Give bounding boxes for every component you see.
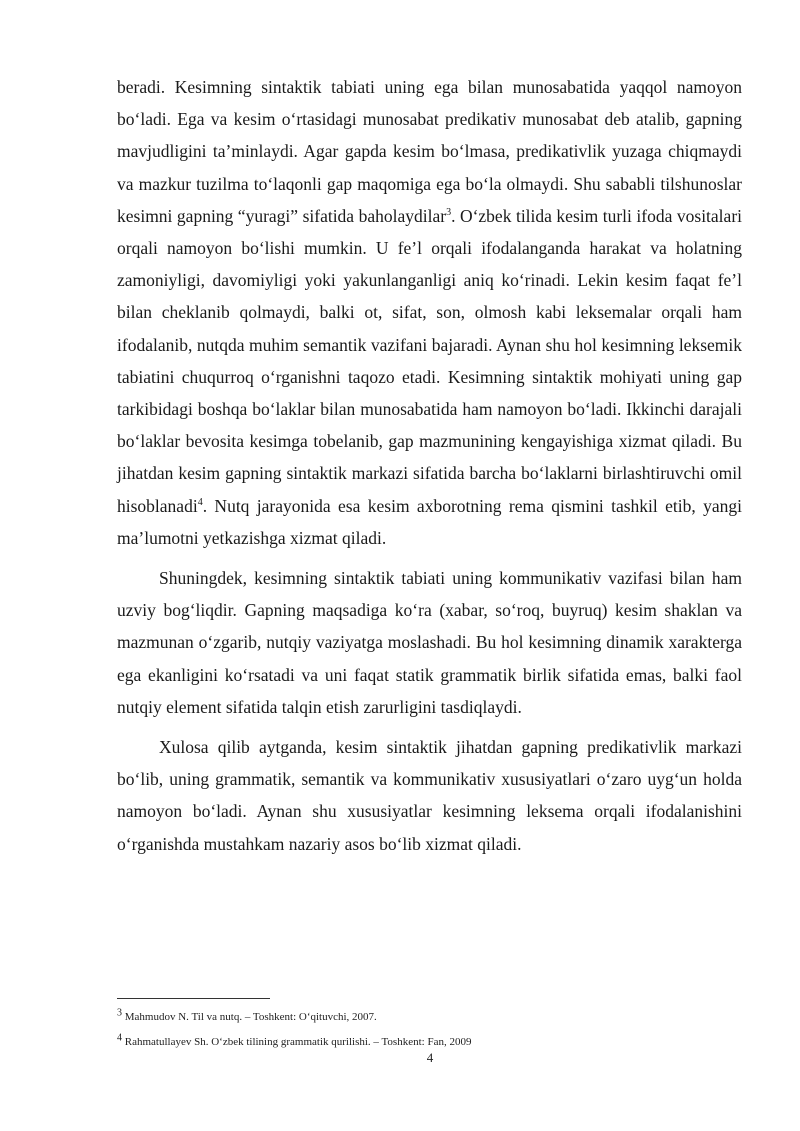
body-text	[117, 71, 742, 860]
footnote-text: Rahmatullayev Sh. O‘zbek tilining grammatik qurilishi. – Toshkent: Fan, 2009	[122, 1036, 472, 1048]
page-number: 4	[426, 1050, 434, 1065]
footnote-separator	[117, 998, 270, 999]
footnote-mark: 3	[117, 1007, 122, 1019]
footnote-3	[117, 1005, 742, 1030]
footnote-mark: 4	[117, 1032, 122, 1044]
paragraph-1: beradi. Kesimning sintaktik tabiati uning ega bilan munosabatida yaqqol namoyon bo‘ladi. Ega va kesim o‘rtasidagi munosabat predikativ munosabat deb atalib, gapning mavjudligini ta’minlaydi. Agar gapda kesim bo‘lmasa, predikativlik yuzaga chiqmaydi va mazkur tuzilma to‘laqonli gap maqomiga ega bo‘la olmaydi. Shu sababli tilshunoslar kesimni gapning “yuragi” sifatida baholaydilar$^3$. O‘zbek tilida kesim turli ifoda vositalari orqali namoyon bo‘lishi mumkin. U fe’l orqali ifodalanganda harakat va holatning zamoniyligi, davomiyligi yoki yakunlanganligi aniq ko‘rinadi. Lekin kesim faqat fe’l bilan cheklanib qolmaydi, balki ot, sifat, son, olmosh kabi leksemalar orqali ham ifodalanib, nutqda muhim semantik vazifani bajaradi. Aynan shu hol kesimning leksemik tabiatini chuqurroq o‘rganishni taqozo etadi. Kesimning sintaktik mohiyati uning gap tarkibidagi boshqa bo‘laklar bilan munosabatida ham namoyon bo‘ladi. Ikkinchi darajali bo‘laklar bevosita kesimga tobelanib, gap mazmunining kengayishiga xizmat qiladi. Bu jihatdan kesim gapning sintaktik markazi sifatida barcha bo‘laklarni birlashtiruvchi omil hisoblanadi$^4$. Nutq jarayonida esa kesim axborotning rema qismini tashkil etib, yangi ma’lumotni yetkazishga xizmat qiladi.	[117, 77, 743, 548]
footnote-ref-4[interactable]: 4	[197, 496, 203, 508]
footnotes	[117, 1005, 742, 1055]
paragraph-3: Xulosa qilib aytganda, kesim sintaktik jihatdan gapning predikativlik markazi bo‘lib, uning grammatik, semantik va kommunikativ xususiyatlari o‘zaro uyg‘un holda namoyon bo‘ladi. Aynan shu xususiyatlar kesimning leksema orqali ifodalanishini o‘rganishda mustahkam nazariy asos bo‘lib xizmat qiladi.	[117, 737, 742, 854]
paragraph-2: Shuningdek, kesimning sintaktik tabiati uning kommunikativ vazifasi bilan ham uzviy bog‘liqdir. Gapning maqsadiga ko‘ra (xabar, so‘roq, buyruq) kesim shaklan va mazmunan o‘zgarib, nutqiy vaziyatga moslashadi. Bu hol kesimning dinamik xarakterga ega ekanligini ko‘rsatadi va uni faqat statik grammatik birlik sifatida emas, balki faol nutqiy element sifatida talqin etish zarurligini tasdiqlaydi.	[117, 568, 742, 717]
footnote-text: Mahmudov N. Til va nutq. – Toshkent: O‘qituvchi, 2007.	[122, 1011, 377, 1023]
footnote-ref-3[interactable]: 3	[446, 206, 452, 218]
